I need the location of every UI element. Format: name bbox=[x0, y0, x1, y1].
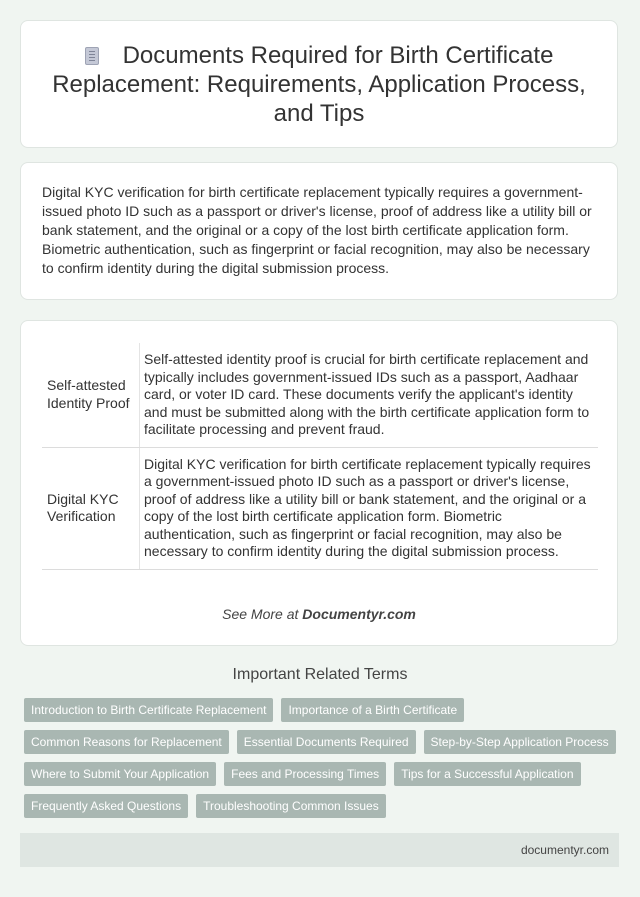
tag-row bbox=[24, 698, 624, 722]
definitions-card bbox=[20, 320, 618, 646]
summary-card bbox=[20, 162, 618, 300]
tag-troubleshooting[interactable]: Troubleshooting Common Issues bbox=[196, 794, 386, 818]
definitions-table bbox=[42, 343, 598, 570]
table-row bbox=[42, 343, 598, 447]
see-more-link[interactable]: Documentyr.com bbox=[302, 606, 416, 622]
summary-text: Digital KYC verification for birth certificate replacement typically requires a government-issued photo ID such as a passport or driver's license, proof of address like a utility bill or bank statement, and the original or a copy of the lost birth certificate application form. Biometric authentication, such as fingerprint or facial recognition, may also be necessary to confirm identity during the digital submission process. bbox=[42, 184, 592, 276]
tag-importance[interactable]: Importance of a Birth Certificate bbox=[281, 698, 464, 722]
tag-tips[interactable]: Tips for a Successful Application bbox=[394, 762, 580, 786]
tag-row bbox=[24, 730, 624, 754]
tag-common-reasons[interactable]: Common Reasons for Replacement bbox=[24, 730, 229, 754]
footer-site[interactable]: documentyr.com bbox=[520, 843, 609, 857]
term-cell: Digital KYC Verification bbox=[42, 447, 140, 569]
definition-cell: Self-attested identity proof is crucial for birth certificate replacement and typically includes government-issued IDs such as a passport, Aadhaar card, or voter ID card. These documents verify the applicant's identity and must be submitted along with the birth certificate application form to facilitate processing and prevent fraud. bbox=[140, 343, 599, 447]
document-icon bbox=[85, 47, 99, 65]
tag-where-to-submit[interactable]: Where to Submit Your Application bbox=[24, 762, 216, 786]
tag-fees[interactable]: Fees and Processing Times bbox=[224, 762, 386, 786]
definition-cell: Digital KYC verification for birth certificate replacement typically requires a government-issued photo ID such as a passport or driver's license, proof of address like a utility bill or bank statement, and the original or a copy of the lost birth certificate application form. Biometric authentication, such as fingerprint or facial recognition, may also be necessary to confirm identity during the digital submission process. bbox=[140, 447, 599, 569]
title-card bbox=[20, 20, 618, 148]
tag-essential-documents[interactable]: Essential Documents Required bbox=[237, 730, 416, 754]
footer bbox=[20, 833, 619, 867]
tag-row bbox=[24, 762, 624, 786]
tag-row bbox=[24, 794, 624, 818]
table-row bbox=[42, 447, 598, 569]
tag-step-by-step[interactable]: Step-by-Step Application Process bbox=[424, 730, 616, 754]
term-cell: Self-attested Identity Proof bbox=[42, 343, 140, 447]
page-title-text: Documents Required for Birth Certificate Replacement: Requirements, Application Process, and Tips bbox=[52, 41, 586, 127]
page-title bbox=[21, 41, 617, 128]
related-terms-title: Important Related Terms bbox=[232, 666, 408, 683]
related-terms-tags bbox=[24, 698, 624, 826]
tag-faq[interactable]: Frequently Asked Questions bbox=[24, 794, 188, 818]
see-more-prefix: See More at bbox=[222, 606, 299, 622]
see-more bbox=[21, 606, 617, 622]
tag-introduction[interactable]: Introduction to Birth Certificate Replacement bbox=[24, 698, 273, 722]
